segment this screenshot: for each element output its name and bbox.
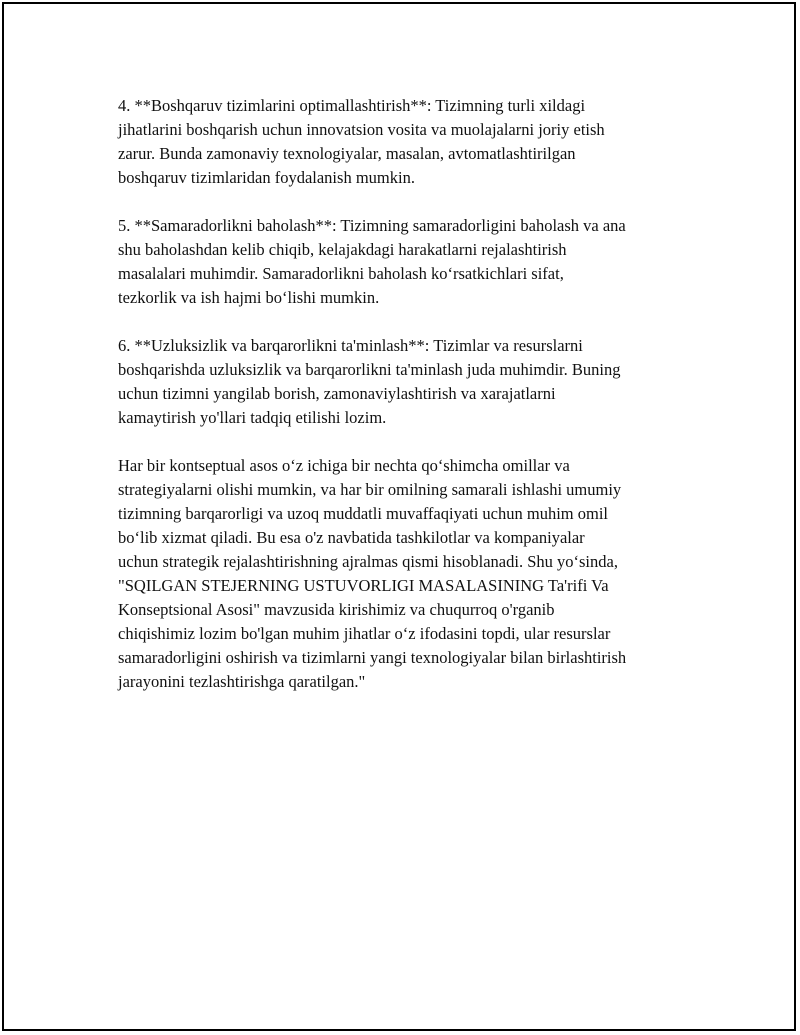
text-line: boshqarishda uzluksizlik va barqarorlikni ta'minlash juda muhimdir. Buning — [118, 360, 621, 379]
text-line: uchun strategik rejalashtirishning ajralmas qismi hisoblanadi. Shu yo‘sinda, — [118, 552, 618, 571]
paragraph-conclusion — [118, 454, 690, 694]
text-line: shu baholashdan kelib chiqib, kelajakdagi harakatlarni rejalashtirish — [118, 240, 567, 259]
text-line: tezkorlik va ish hajmi bo‘lishi mumkin. — [118, 288, 380, 307]
text-line: masalalari muhimdir. Samaradorlikni baholash ko‘rsatkichlari sifat, — [118, 264, 564, 283]
text-line: 6. **Uzluksizlik va barqarorlikni ta'minlash**: Tizimlar va resurslarni — [118, 336, 583, 355]
document-body — [118, 94, 690, 718]
text-line: bo‘lib xizmat qiladi. Bu esa o'z navbatida tashkilotlar va kompaniyalar — [118, 528, 585, 547]
text-line: 5. **Samaradorlikni baholash**: Tizimning samaradorligini baholash va ana — [118, 216, 626, 235]
text-line: jihatlarini boshqarish uchun innovatsion vosita va muolajalarni joriy etish — [118, 120, 605, 139]
text-line: 4. **Boshqaruv tizimlarini optimallashtirish**: Tizimning turli xildagi — [118, 96, 586, 115]
text-line: zarur. Bunda zamonaviy texnologiyalar, masalan, avtomatlashtirilgan — [118, 144, 576, 163]
text-line: kamaytirish yo'llari tadqiq etilishi lozim. — [118, 408, 387, 427]
paragraph-efficiency-evaluation — [118, 214, 690, 310]
text-line: Konseptsional Asosi" mavzusida kirishimiz va chuqurroq o'rganib — [118, 600, 555, 619]
text-line: jarayonini tezlashtirishga qaratilgan." — [118, 672, 366, 691]
paragraph-management-optimization — [118, 94, 690, 190]
text-line: strategiyalarni olishi mumkin, va har bir omilning samarali ishlashi umumiy — [118, 480, 622, 499]
text-line: "SQILGAN STEJERNING USTUVORLIGI MASALASINING Ta'rifi Va — [118, 576, 609, 595]
text-line: tizimning barqarorligi va uzoq muddatli muvaffaqiyati uchun muhim omil — [118, 504, 609, 523]
text-line: Har bir kontseptual asos o‘z ichiga bir nechta qo‘shimcha omillar va — [118, 456, 570, 475]
text-line: samaradorligini oshirish va tizimlarni yangi texnologiyalar bilan birlashtirish — [118, 648, 627, 667]
text-line: uchun tizimni yangilab borish, zamonaviylashtirish va xarajatlarni — [118, 384, 556, 403]
paragraph-continuity-stability — [118, 334, 690, 430]
text-line: chiqishimiz lozim bo'lgan muhim jihatlar o‘z ifodasini topdi, ular resurslar — [118, 624, 611, 643]
text-line: boshqaruv tizimlaridan foydalanish mumkin. — [118, 168, 415, 187]
